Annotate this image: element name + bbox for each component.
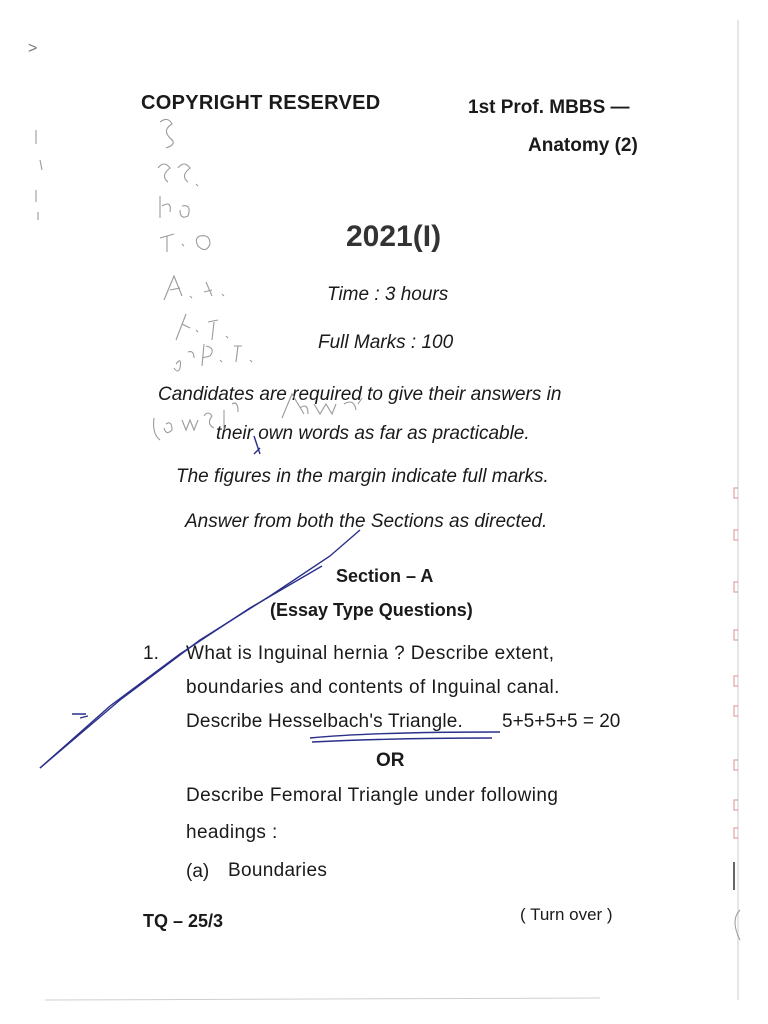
- subject-name: Anatomy (2): [528, 135, 638, 156]
- instruction-line: their own words as far as practicable.: [216, 423, 530, 444]
- instruction-line: Candidates are required to give their answers in: [158, 384, 562, 405]
- subitem-label: (a): [186, 861, 210, 882]
- question-line: boundaries and contents of Inguinal canal.: [186, 677, 560, 698]
- margin-mark: >: [28, 40, 38, 57]
- paper-code: TQ – 25/3: [143, 911, 224, 931]
- course-name: 1st Prof. MBBS —: [468, 97, 630, 118]
- section-title: Section – A: [336, 566, 434, 586]
- subitem-text: Boundaries: [228, 860, 328, 881]
- question-line: What is Inguinal hernia ? Describe extent,: [186, 643, 555, 664]
- copyright-notice: COPYRIGHT RESERVED: [141, 92, 381, 114]
- turn-over-note: ( Turn over ): [520, 905, 613, 924]
- or-label: OR: [376, 750, 405, 771]
- page-curl: [735, 910, 740, 940]
- margin-ticks: [734, 488, 738, 838]
- exam-year: 2021(I): [346, 220, 442, 253]
- question-marks: 5+5+5+5 = 20: [502, 711, 621, 732]
- exam-time: Time : 3 hours: [327, 284, 449, 305]
- alternative-question-line: headings :: [186, 822, 278, 843]
- question-line: Describe Hesselbach's Triangle.: [186, 711, 464, 732]
- question-number: 1.: [143, 643, 159, 664]
- section-subtitle: (Essay Type Questions): [270, 600, 473, 620]
- page-bottom-edge: [45, 998, 600, 1000]
- exam-full-marks: Full Marks : 100: [318, 332, 454, 353]
- instruction-line: Answer from both the Sections as directed.: [185, 511, 548, 532]
- instruction-line: The figures in the margin indicate full marks.: [176, 466, 549, 487]
- alternative-question-line: Describe Femoral Triangle under following: [186, 785, 559, 806]
